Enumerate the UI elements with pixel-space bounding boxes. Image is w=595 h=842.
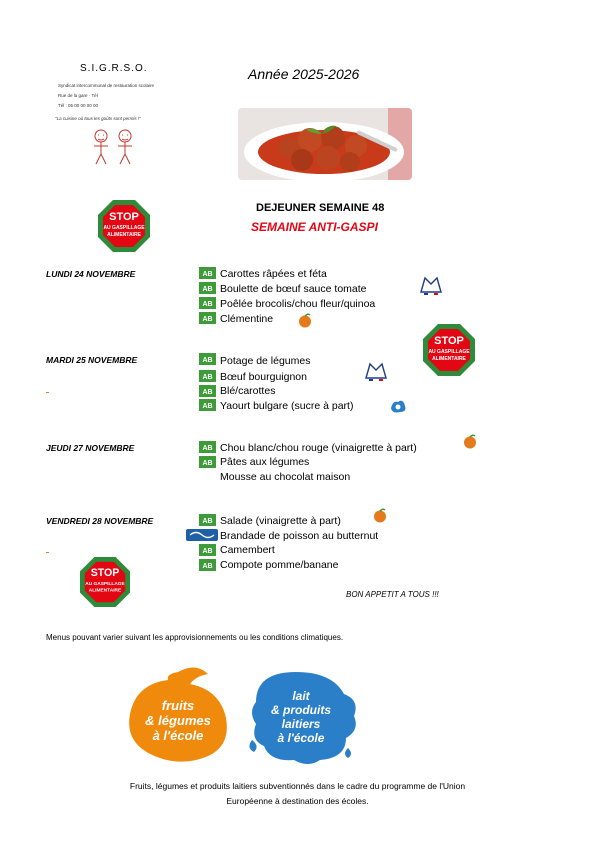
footer-line: Européenne à destination des écoles. — [226, 796, 369, 806]
dish-item: Pâtes aux légumes — [220, 456, 310, 468]
stop-line: ALIMENTAIRE — [432, 356, 466, 362]
svg-text:AB: AB — [202, 286, 213, 293]
menu-title: DEJEUNER SEMAINE 48 — [256, 202, 385, 214]
organic-ab-icon — [199, 297, 216, 309]
logo-text: laitiers — [281, 717, 321, 731]
svg-text:AB: AB — [202, 518, 213, 525]
svg-text:AB: AB — [202, 301, 213, 308]
svg-text:AB: AB — [202, 563, 213, 570]
logo-text: à l'école — [277, 731, 325, 745]
stop-line: ALIMENTAIRE — [107, 232, 141, 238]
dish-item: Boulette de bœuf sauce tomate — [220, 283, 367, 295]
disclaimer-note: Menus pouvant varier suivant les approvisionnements ou les conditions climatiques. — [46, 633, 344, 642]
stop-line: AU GASPILLAGE — [428, 349, 470, 355]
svg-text:AB: AB — [202, 357, 213, 364]
organic-ab-icon — [199, 312, 216, 324]
orange-fruit-icon — [297, 313, 313, 328]
day-label: MARDI 25 NOVEMBRE — [46, 355, 138, 365]
organic-ab-icon — [199, 385, 216, 397]
orange-fruit-icon — [372, 508, 388, 523]
school-year: Année 2025-2026 — [248, 66, 360, 82]
svg-text:AB: AB — [202, 316, 213, 323]
organic-ab-icon — [199, 456, 216, 468]
logo-text: & légumes — [145, 713, 211, 728]
logo-text: fruits — [161, 698, 195, 713]
dish-item: Brandade de poisson au butternut — [220, 530, 379, 542]
dish-item: Clémentine — [220, 313, 274, 325]
svg-text:AB: AB — [202, 460, 213, 467]
organisation-line: Tél : 05 00 00 00 00 — [58, 103, 99, 108]
stop-line: AU GASPILLAGE — [103, 225, 145, 231]
menu-subtitle: SEMAINE ANTI-GASPI — [251, 220, 378, 234]
stop-line: ALIMENTAIRE — [88, 588, 122, 594]
orange-fruit-icon — [462, 434, 478, 449]
logo-text: & produits — [271, 703, 331, 717]
organic-ab-icon — [199, 353, 216, 365]
svg-text:AB: AB — [202, 548, 213, 555]
dish-item: Blé/carottes — [220, 385, 276, 397]
kids-logo-icon — [88, 128, 138, 168]
lait-produits-laitiers-logo — [242, 666, 360, 766]
stop-word: STOP — [434, 335, 464, 347]
dish-item: Carottes râpées et féta — [220, 268, 327, 280]
stop-gaspillage-icon — [79, 556, 131, 608]
organic-ab-icon — [199, 514, 216, 526]
logo-text: à l'école — [152, 728, 204, 743]
organic-ab-icon — [199, 544, 216, 556]
dish-item: Potage de légumes — [220, 355, 311, 367]
meatball-dish-photo — [238, 108, 412, 180]
day-label: JEUDI 27 NOVEMBRE — [46, 443, 135, 453]
dish-item: Chou blanc/chou rouge (vinaigrette à part) — [220, 442, 417, 454]
organic-ab-icon — [199, 267, 216, 279]
svg-text:AB: AB — [202, 445, 213, 452]
logo-text: lait — [292, 689, 310, 703]
fruits-legumes-logo — [118, 664, 238, 764]
svg-text:AB: AB — [202, 389, 213, 396]
dish-item: Mousse au chocolat maison — [220, 471, 351, 483]
organisation-slogan: "La cuisine où tous les goûts sont permis !" — [55, 116, 141, 121]
footer-line: Fruits, légumes et produits laitiers subventionnés dans le cadre du programme de l'Union — [129, 781, 466, 791]
dairy-splash-icon — [388, 398, 408, 414]
dish-item: Bœuf bourguignon — [220, 371, 307, 383]
organic-ab-icon — [199, 282, 216, 294]
dish-item: Poêlée brocolis/chou fleur/quinoa — [220, 298, 376, 310]
svg-text:AB: AB — [202, 403, 213, 410]
france-origin-icon — [419, 274, 443, 296]
organic-ab-icon — [199, 559, 216, 571]
day-label: VENDREDI 28 NOVEMBRE — [46, 516, 154, 526]
stop-gaspillage-icon — [97, 199, 151, 253]
organisation-line: Rue de la gare · Tél — [58, 93, 98, 98]
svg-text:AB: AB — [202, 271, 213, 278]
stop-word: STOP — [90, 567, 120, 580]
organisation-name: S.I.G.R.S.O. — [80, 63, 148, 74]
orange-dash — [46, 552, 49, 553]
dish-item: Salade (vinaigrette à part) — [220, 515, 341, 527]
stop-word: STOP — [109, 211, 139, 223]
dish-item: Compote pomme/banane — [220, 559, 339, 571]
organisation-line: Syndicat intercommunal de restauration scolaire — [58, 83, 155, 88]
dish-item: Camembert — [220, 544, 275, 556]
organic-ab-icon — [199, 399, 216, 411]
stop-gaspillage-icon — [422, 323, 476, 377]
orange-dash — [46, 392, 49, 393]
stop-line: AU GASPILLAGE — [85, 581, 125, 587]
svg-text:AB: AB — [202, 374, 213, 381]
organic-ab-icon — [199, 370, 216, 382]
day-label: LUNDI 24 NOVEMBRE — [46, 269, 136, 279]
dish-item: Yaourt bulgare (sucre à part) — [220, 400, 354, 412]
closing-message: BON APPETIT A TOUS !!! — [346, 590, 439, 599]
france-origin-icon — [364, 360, 388, 382]
organic-ab-icon — [199, 441, 216, 453]
msc-fish-label-icon — [186, 529, 218, 541]
